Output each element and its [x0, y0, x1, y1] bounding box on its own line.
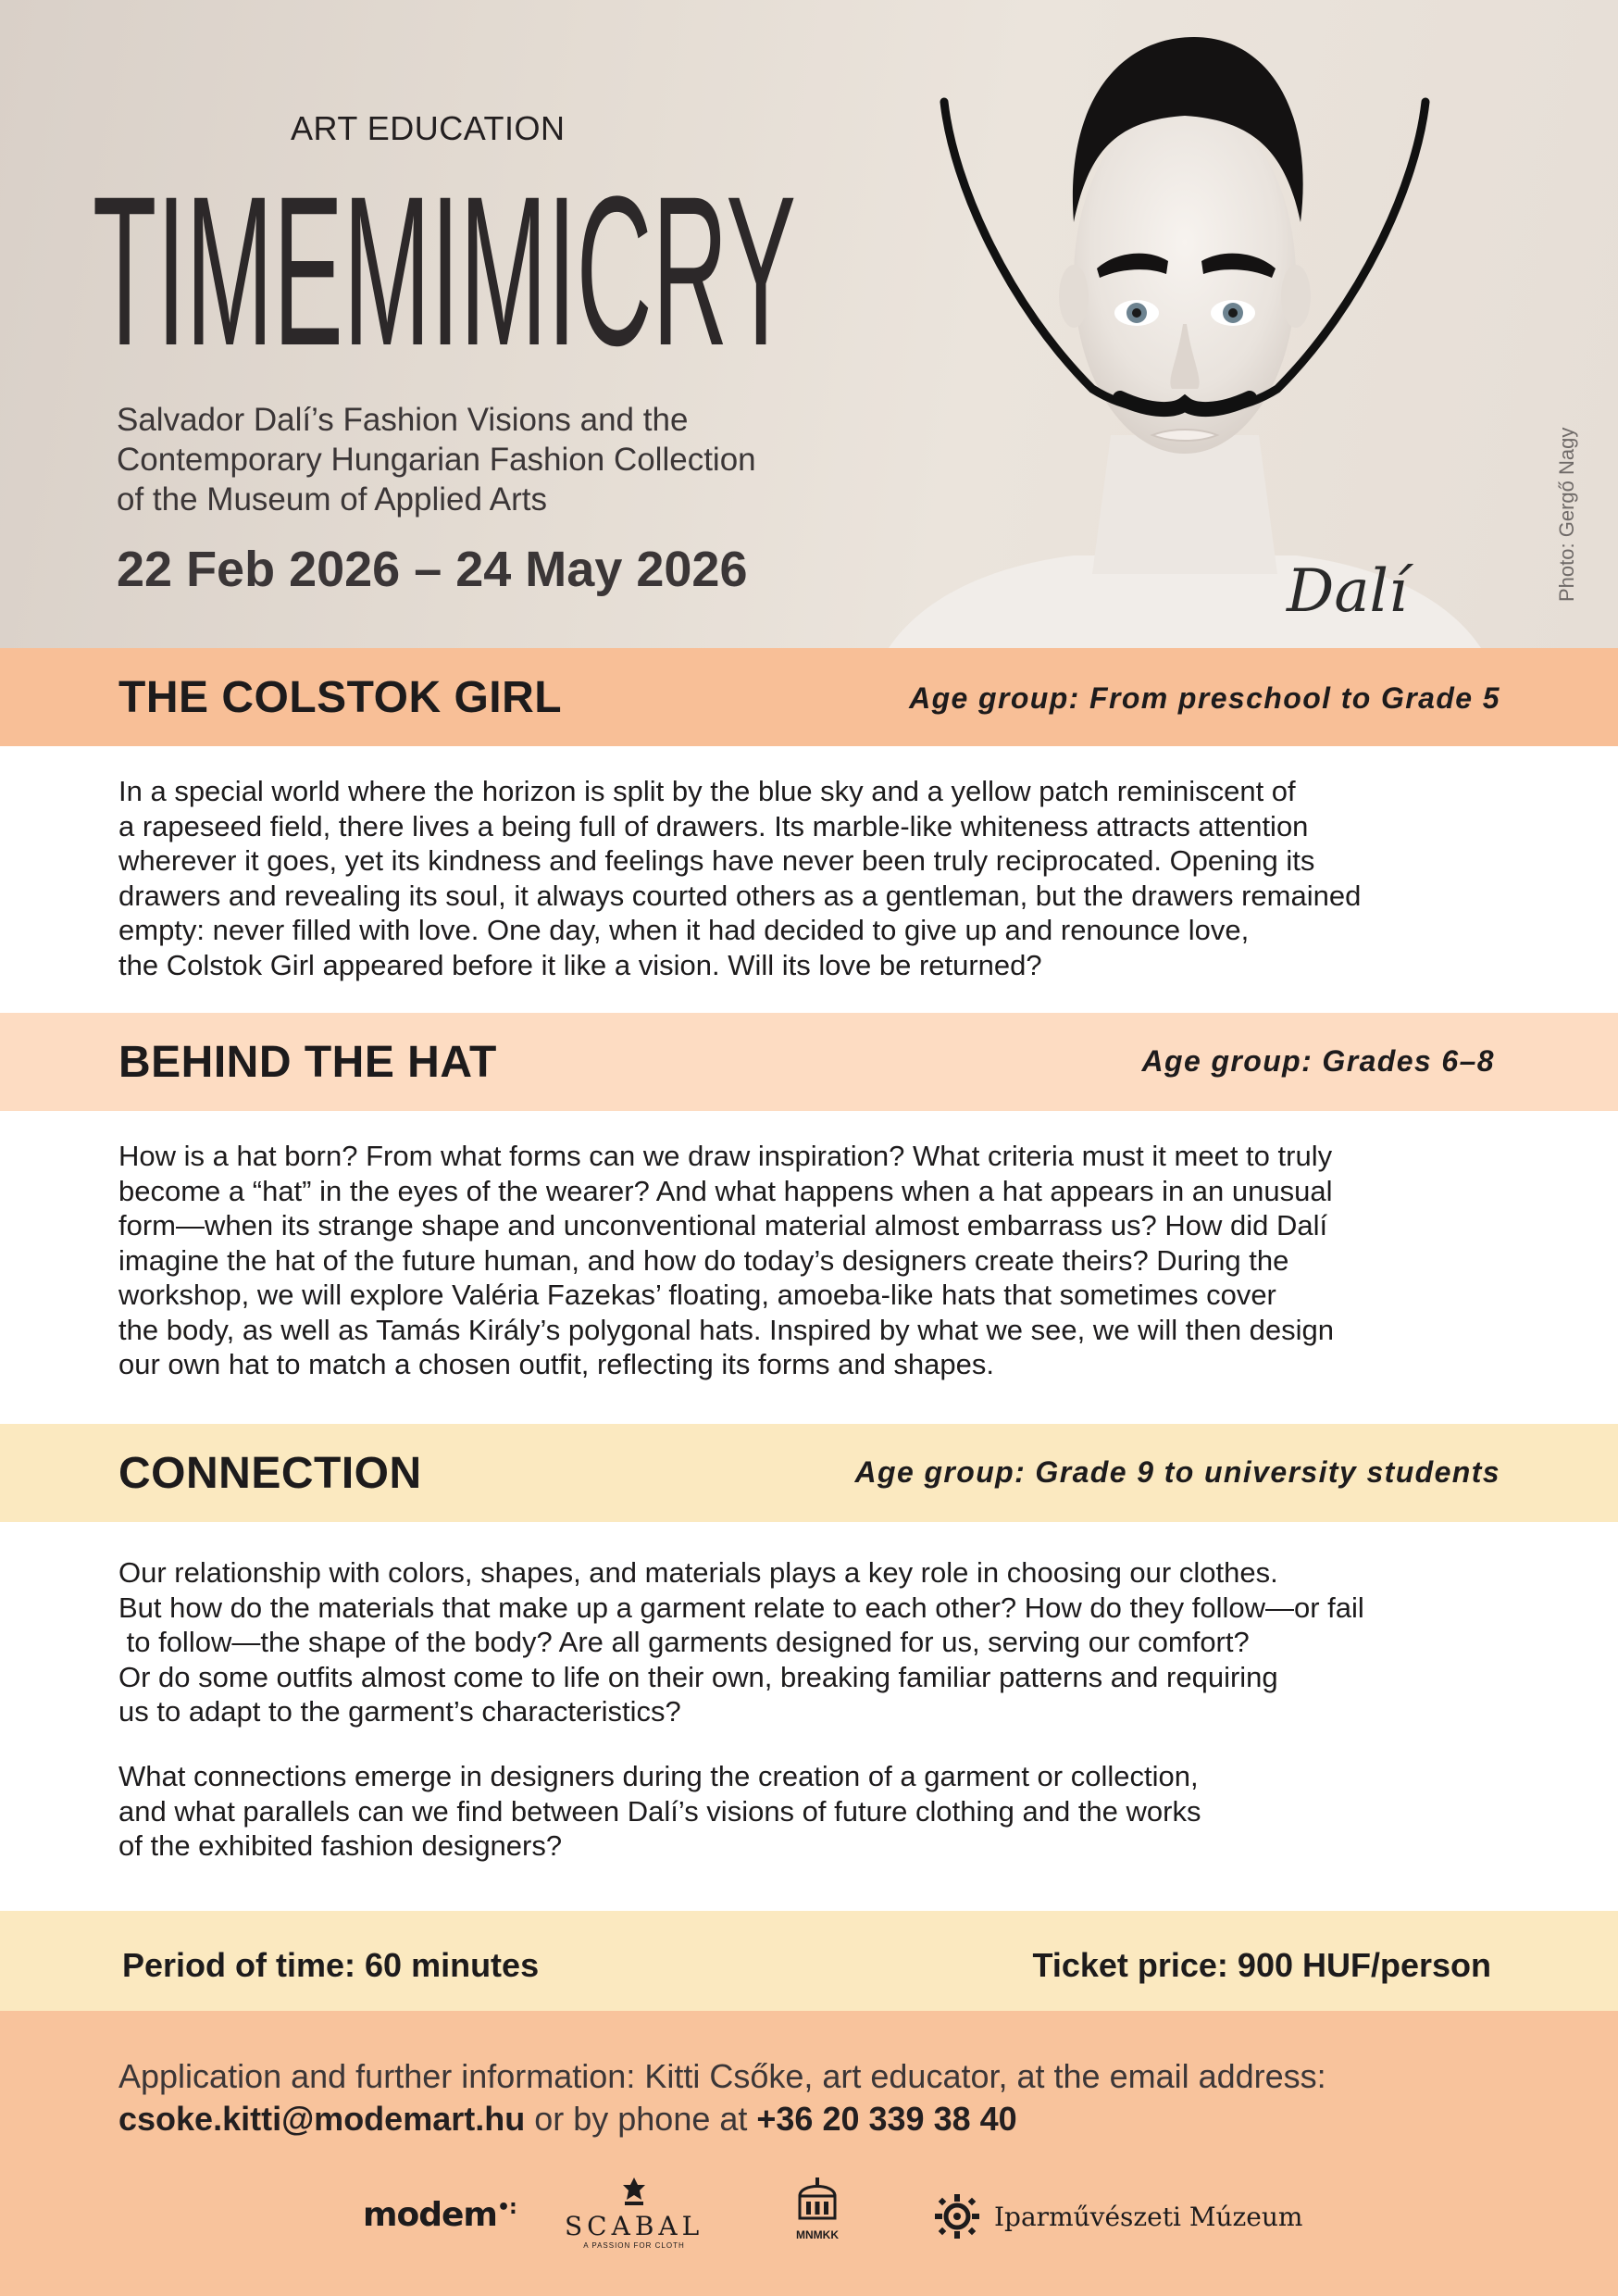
partner-logos: [0, 2176, 1618, 2277]
section-connection-text-2: [118, 1759, 1507, 1864]
contact-email-link[interactable]: csoke.kitti@modemart.hu: [118, 2100, 526, 2138]
museum-logo: [935, 2194, 1302, 2239]
period-of-time: Period of time: 60 minutes: [122, 1946, 540, 1984]
paragraph-line: Our relationship with colors, shapes, and materials plays a key role in choosing our clothes.: [118, 1556, 1278, 1589]
scabal-tagline: A PASSION FOR CLOTH: [583, 2241, 685, 2250]
age-group-label: Age group: From preschool to Grade 5: [909, 681, 1500, 715]
museum-emblem-icon: [935, 2194, 979, 2239]
paragraph-line: of the exhibited fashion designers?: [118, 1829, 563, 1862]
museum-name: Iparművészeti Múzeum: [994, 2201, 1303, 2232]
age-group-label: Age group: Grades 6–8: [1141, 1044, 1495, 1078]
paragraph-line: the Colstok Girl appeared before it like a vision. Will its love be returned?: [118, 948, 1042, 981]
section-connection-band: [0, 1424, 1618, 1522]
modem-logo-text: modem: [363, 2196, 497, 2234]
mnmkk-logo: [785, 2176, 850, 2241]
paragraph-line: and what parallels can we find between Dalí’s visions of future clothing and the works: [118, 1794, 1201, 1828]
mnmkk-name: MNMKK: [796, 2228, 839, 2241]
scabal-name: SCABAL: [565, 2211, 704, 2241]
section-title: CONNECTION: [118, 1449, 422, 1498]
exhibition-dates: 22 Feb 2026 – 24 May 2026: [117, 542, 748, 597]
section-behind-the-hat-band: [0, 1013, 1618, 1111]
dali-signature: Dalí: [1287, 557, 1408, 626]
paragraph-line: How is a hat born? From what forms can we draw inspiration? What criteria must it meet to truly: [118, 1140, 1333, 1172]
paragraph-line: wherever it goes, yet its kindness and feelings have never been truly reciprocated. Opening its: [118, 844, 1315, 877]
paragraph-line: to follow—the shape of the body? Are all garments designed for us, serving our comfort?: [118, 1626, 1250, 1658]
paragraph-line: empty: never filled with love. One day, when it had decided to give up and renounce love,: [118, 914, 1250, 946]
paragraph-line: a rapeseed field, there lives a being full of drawers. Its marble-like whiteness attracts attention: [118, 809, 1309, 842]
paragraph-line: But how do the materials that make up a garment relate to each other? How do they follow—or fail: [118, 1591, 1364, 1624]
dali-portrait-image: [889, 0, 1481, 648]
kicker-label: ART EDUCATION: [291, 109, 566, 147]
subtitle-line: of the Museum of Applied Arts: [117, 481, 547, 518]
paragraph-line: become a “hat” in the eyes of the wearer? And what happens when a hat appears in an unusual: [118, 1174, 1333, 1207]
building-icon: [796, 2176, 839, 2224]
section-behind-the-hat-text: [118, 1139, 1507, 1382]
paragraph-line: In a special world where the horizon is split by the blue sky and a yellow patch reminiscent of: [118, 775, 1296, 807]
section-colstok-girl-text: [118, 774, 1507, 982]
photo-credit: Photo: Gergő Nagy: [1555, 427, 1578, 602]
paragraph-line: imagine the hat of the future human, and how do today’s designers create theirs? During the: [118, 1243, 1289, 1277]
section-connection-text: [118, 1555, 1507, 1729]
paragraph-line: form—when its strange shape and unconventional material almost embarrass us? How did Dalí: [118, 1209, 1328, 1242]
section-title: BEHIND THE HAT: [118, 1038, 497, 1087]
paragraph-line: drawers and revealing its soul, it always courted others as a gentleman, but the drawers remained: [118, 879, 1362, 912]
paragraph-line: workshop, we will explore Valéria Fazekas’ floating, amoeba-like hats that sometimes cover: [118, 1279, 1276, 1311]
subtitle-line: Salvador Dalí’s Fashion Visions and the: [117, 402, 689, 438]
contact-connector: or by phone at: [525, 2100, 757, 2138]
scabal-crest-icon: [616, 2176, 653, 2207]
paragraph-line: us to adapt to the garment’s characteristics?: [118, 1695, 681, 1728]
age-group-label: Age group: Grade 9 to university students: [854, 1455, 1500, 1489]
modem-dots-icon: •:: [496, 2196, 517, 2219]
scabal-logo: [565, 2176, 703, 2250]
contact-details: [118, 2098, 1017, 2140]
section-title: THE COLSTOK GIRL: [118, 673, 563, 722]
contact-phone-link[interactable]: +36 20 339 38 40: [756, 2100, 1017, 2138]
paragraph-line: our own hat to match a chosen outfit, reflecting its forms and shapes.: [118, 1348, 994, 1380]
subtitle-line: Contemporary Hungarian Fashion Collection: [117, 442, 756, 478]
paragraph-line: Or do some outfits almost come to life on their own, breaking familiar patterns and requiring: [118, 1660, 1278, 1693]
contact-intro: Application and further information: Kitti Csőke, art educator, at the email address:: [118, 2057, 1326, 2095]
wordmark-text: TIMEMIMICRY: [93, 152, 796, 390]
info-band: [0, 1911, 1618, 2011]
paragraph-line: the body, as well as Tamás Király’s polygonal hats. Inspired by what we see, we will then design: [118, 1313, 1335, 1346]
paragraph-line: What connections emerge in designers during the creation of a garment or collection,: [118, 1760, 1199, 1792]
ticket-price: Ticket price: 900 HUF/person: [1032, 1946, 1491, 1984]
exhibition-wordmark: [93, 152, 796, 390]
modem-logo: [363, 2196, 517, 2234]
exhibition-subtitle: [117, 400, 876, 519]
section-colstok-girl-band: [0, 648, 1618, 746]
exhibition-header: [0, 0, 1618, 648]
